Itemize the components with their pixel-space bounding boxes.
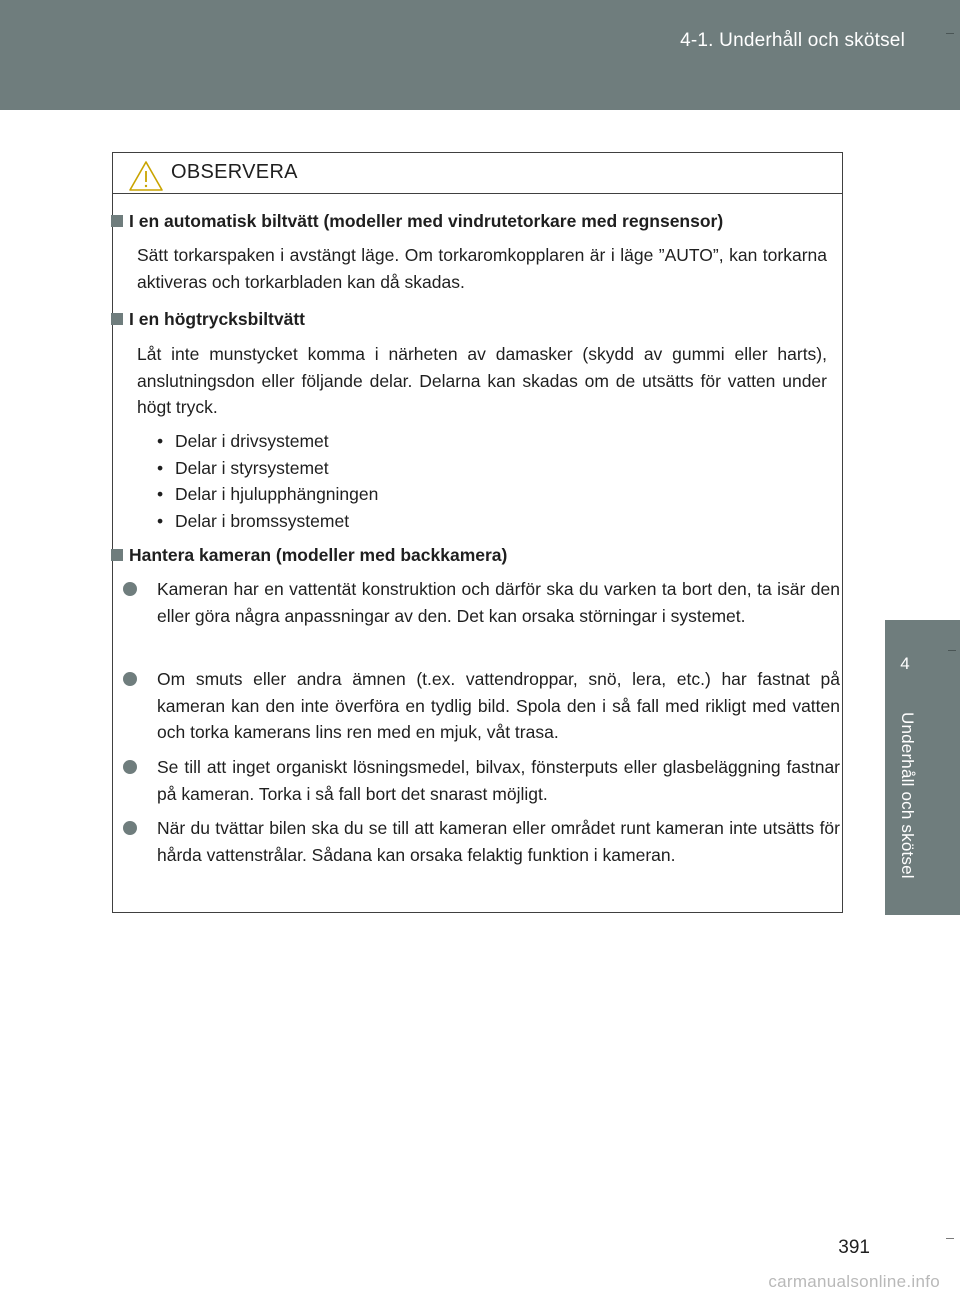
- square-bullet-icon: [111, 549, 123, 561]
- chapter-label: Underhåll och skötsel: [898, 712, 917, 879]
- section-title: 4-1. Underhåll och skötsel: [680, 30, 905, 51]
- section-paragraph: Låt inte munstycket komma i närheten av damasker (skydd av gummi eller harts), anslutningsdon eller följande delar. Delarna kan skadas om de utsätts för vatten under högt tryck.: [137, 344, 827, 417]
- page-number: 391: [838, 1237, 870, 1258]
- list-item: • Delar i hjulupphängningen: [157, 484, 379, 504]
- section-heading: I en högtrycksbiltvätt: [111, 306, 305, 332]
- bullet-list: [153, 428, 378, 534]
- list-item: • Delar i styrsystemet: [157, 457, 329, 478]
- crop-mark: [946, 1238, 954, 1239]
- chapter-number: 4: [900, 654, 910, 673]
- section-heading: Hantera kameran (modeller med backkamera): [111, 542, 507, 568]
- caution-box: OBSERVERA I en automatisk biltvätt (modeller med vindrutetorkare med regnsensor) Sätt torkarspaken i avstängt läge. Om torkaromkopplaren är i läge ”AUTO”, kan torkarna aktiveras och torkarbladen kan då skadas. I en högtrycksbiltvätt Låt inte munstycket komma i närheten av damasker (skydd av gummi eller harts), anslutningsdon eller följande delar. Delarna kan skadas om de utsätts för vatten under högt tryck. • Delar i drivsystemet • Delar i styrsystemet • Delar i hjulupphängningen • Delar i bromssystemet Hantera kameran (modeller med backkamera) Kameran har en vattentät konstruktion och därför ska du varken ta bort den, ta isär den eller göra några anpassningar av den. Det kan orsaka störningar i systemet. Om smuts eller andra ämnen (t.ex. vattendroppar, snö, lera, etc.) har fastnat på kameran kan den inte överföra en tydlig bild. Spola den i så fall med rikligt med vatten och torka kamerans lins ren med en mjuk, våt trasa. Se till att inget organiskt lösningsmedel, bilvax, fönsterputs eller glasbeläggning fastnar på kameran. Torka i så fall bort det snarast möjligt. När du tvättar bilen ska du se till att kameran eller området runt kameran inte utsätts för hårda vattenstrålar. Sådana kan orsaka felaktig funktion i kameran.: [112, 152, 843, 913]
- circle-bullet-icon: [123, 582, 137, 596]
- circle-bullet-icon: [123, 821, 137, 835]
- list-item: • Delar i drivsystemet: [157, 431, 329, 451]
- chapter-tab: [885, 620, 960, 915]
- section-heading: I en automatisk biltvätt (modeller med vindrutetorkare med regnsensor): [111, 208, 723, 234]
- square-bullet-icon: [111, 313, 123, 325]
- watermark: carmanualsonline.info: [768, 1272, 940, 1291]
- square-bullet-icon: [111, 215, 123, 227]
- caution-header: [113, 153, 842, 194]
- crop-mark: [946, 33, 954, 34]
- warning-triangle-icon: [128, 160, 164, 192]
- list-item: • Delar i bromssystemet: [157, 510, 350, 531]
- header-band: [0, 0, 960, 110]
- circle-bullet-icon: [123, 672, 137, 686]
- circle-bullet-icon: [123, 760, 137, 774]
- caution-title: OBSERVERA: [171, 161, 298, 183]
- section-paragraph: Sätt torkarspaken i avstängt läge. Om torkaromkopplaren är i läge ”AUTO”, kan torkarna aktiveras och torkarbladen kan då skadas.: [137, 245, 827, 292]
- crop-mark: [948, 650, 956, 651]
